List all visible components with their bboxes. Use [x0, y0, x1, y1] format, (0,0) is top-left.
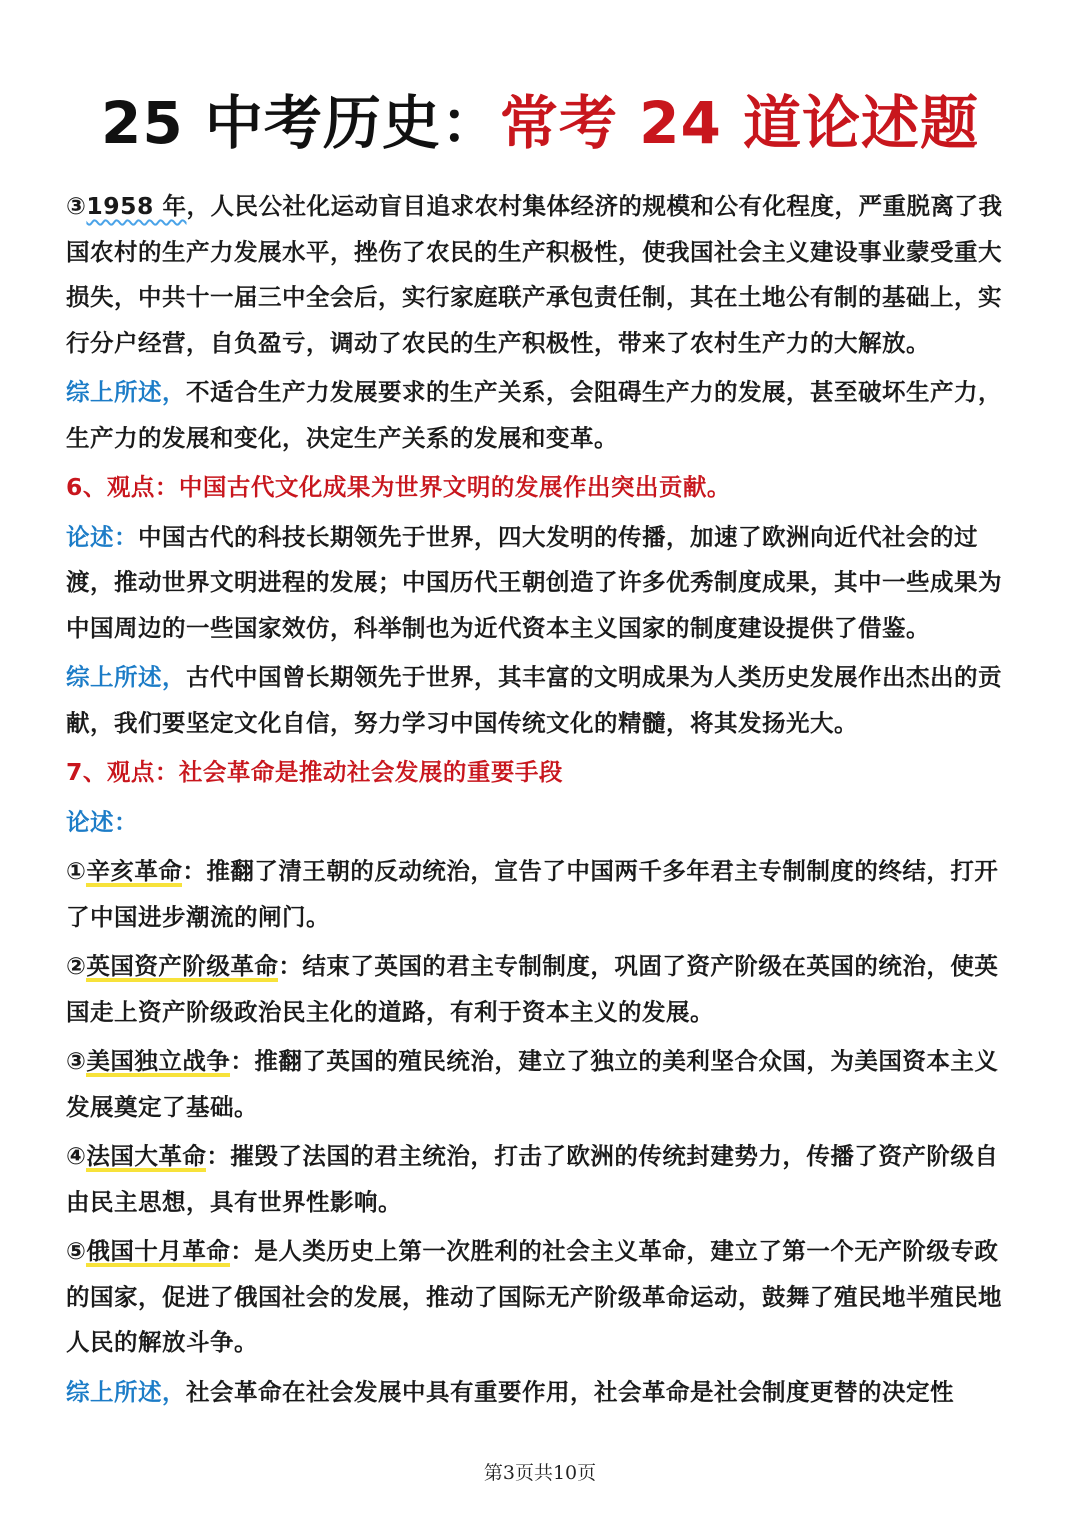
paragraph-1958 — [66, 184, 1016, 366]
argument-label: 论述： — [66, 807, 138, 836]
paragraph-text: ，人民公社化运动盲目追求农村集体经济的规模和公有化程度，严重脱离了我国农村的生产力发展水平，挫伤了农民的生产积极性，使我国社会主义建设事业蒙受重大损失，中共十一届三中全会后，实行家庭联产承包责任制，其在土地公有制的基础上，实行分户经营，自负盈亏，调动了农民的生产积极性，带来了农村生产力的大解放。 — [66, 192, 1003, 357]
list-item-october-revolution — [66, 1229, 1016, 1366]
summary-label: 综上所述， — [66, 1377, 186, 1406]
summary-paragraph — [66, 1370, 1016, 1416]
circled-number: ⑤ — [66, 1237, 87, 1265]
list-item-french-revolution — [66, 1134, 1016, 1225]
item-text: ：结束了英国的君主专制制度，巩固了资产阶级在英国的统治，使英国走上资产阶级政治民主化的道路，有利于资本主义的发展。 — [66, 952, 999, 1026]
item-text: ：是人类历史上第一次胜利的社会主义革命，建立了第一个无产阶级专政的国家，促进了俄国社会的发展，推动了国际无产阶级革命运动，鼓舞了殖民地半殖民地人民的解放斗争。 — [66, 1237, 1002, 1356]
list-item-american-independence — [66, 1039, 1016, 1130]
title-highlight: 常考 24 道论述题 — [499, 89, 979, 157]
circled-number: ③ — [66, 1047, 87, 1075]
year-1958: 1958 年 — [86, 192, 187, 220]
item-text: ：推翻了英国的殖民统治，建立了独立的美利坚合众国，为美国资本主义发展奠定了基础。 — [66, 1047, 999, 1121]
summary-label: 综上所述， — [66, 663, 186, 691]
summary-paragraph — [66, 370, 1016, 461]
circled-number: ③ — [66, 192, 87, 220]
item-text: ：推翻了清王朝的反动统治，宣告了中国两千多年君主专制制度的终结，打开了中国进步潮流的闸门。 — [66, 857, 999, 931]
circled-number: ④ — [66, 1142, 87, 1170]
summary-paragraph — [66, 655, 1016, 746]
document-body — [66, 184, 1016, 1415]
summary-text: 不适合生产力发展要求的生产关系，会阻碍生产力的发展，甚至破坏生产力，生产力的发展和变化，决定生产关系的发展和变革。 — [66, 378, 1002, 452]
summary-label: 综上所述， — [66, 378, 186, 406]
item-text: ：摧毁了法国的君主统治，打击了欧洲的传统封建势力，传播了资产阶级自由民主思想，具有世界性影响。 — [66, 1142, 999, 1216]
highlighted-term: 美国独立战争 — [86, 1047, 231, 1075]
summary-text: 社会革命在社会发展中具有重要作用，社会革命是社会制度更替的决定性 — [186, 1377, 954, 1406]
circled-number: ② — [66, 952, 87, 980]
argument-text: 中国古代的科技长期领先于世界，四大发明的传播，加速了欧洲向近代社会的过渡，推动世界文明进程的发展；中国历代王朝创造了许多优秀制度成果，其中一些成果为中国周边的一些国家效仿，科举制也为近代资本主义国家的制度建设提供了借鉴。 — [66, 522, 1002, 642]
page-number: 第3页共10页 — [483, 1462, 597, 1484]
highlighted-term: 辛亥革命 — [86, 857, 183, 885]
viewpoint-7-heading: 7、观点：社会革命是推动社会发展的重要手段 — [66, 758, 563, 786]
viewpoint-6-heading: 6、观点：中国古代文化成果为世界文明的发展作出突出贡献。 — [66, 473, 731, 501]
circled-number: ① — [66, 857, 87, 885]
list-item-english-revolution — [66, 944, 1016, 1035]
list-item-xinhai — [66, 849, 1016, 940]
page-title — [0, 88, 1080, 158]
summary-text: 古代中国曾长期领先于世界，其丰富的文明成果为人类历史发展作出杰出的贡献，我们要坚定文化自信，努力学习中国传统文化的精髓，将其发扬光大。 — [66, 663, 1002, 737]
highlighted-term: 英国资产阶级革命 — [86, 952, 279, 980]
argument-label: 论述： — [66, 522, 138, 551]
argument-paragraph — [66, 515, 1016, 652]
highlighted-term: 法国大革命 — [86, 1142, 207, 1170]
highlighted-term: 俄国十月革命 — [86, 1237, 231, 1265]
title-main: 25 中考历史： — [100, 89, 500, 157]
